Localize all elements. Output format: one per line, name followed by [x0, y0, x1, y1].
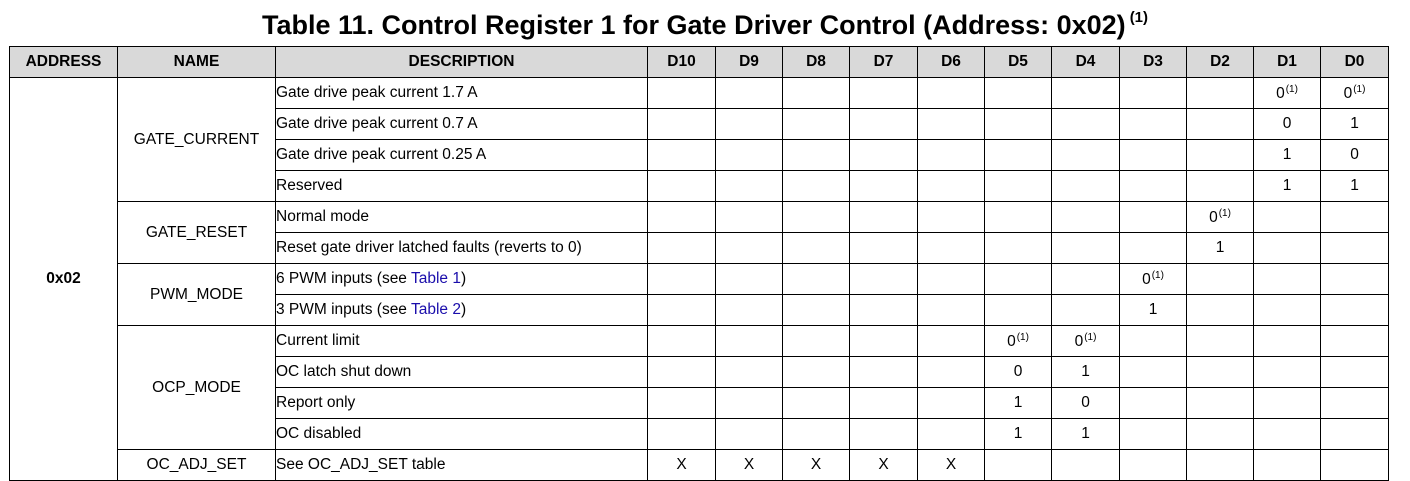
bit-cell-d6 — [918, 140, 985, 171]
bit-cell-d6 — [918, 357, 985, 388]
bit-cell-d0 — [1321, 109, 1389, 140]
bit-cell-d6 — [918, 171, 985, 202]
bit-cell-d5 — [985, 388, 1052, 419]
bit-cell-d10 — [648, 233, 716, 264]
bit-cell-d1 — [1254, 109, 1321, 140]
bit-cell-d1 — [1254, 388, 1321, 419]
bit-value: X — [945, 456, 957, 473]
bit-cell-d10 — [648, 202, 716, 233]
bit-cell-d0 — [1321, 357, 1389, 388]
bit-cell-d6 — [918, 295, 985, 326]
bit-cell-d10 — [648, 326, 716, 357]
bit-cell-d3 — [1120, 171, 1187, 202]
bit-value: X — [878, 456, 889, 473]
bit-cell-d7 — [850, 78, 918, 109]
footnote-mark: (1) — [1084, 331, 1097, 343]
bit-cell-d6 — [918, 326, 985, 357]
column-header-d6: D6 — [918, 47, 985, 78]
table-row — [10, 326, 1389, 357]
bit-cell-d3 — [1120, 295, 1187, 326]
bit-cell-d4 — [1052, 295, 1120, 326]
bit-cell-d9 — [716, 264, 783, 295]
bit-cell-d5 — [985, 233, 1052, 264]
bit-cell-d0 — [1321, 202, 1389, 233]
bit-cell-d3 — [1120, 202, 1187, 233]
bit-cell-d10 — [648, 264, 716, 295]
bit-cell-d7 — [850, 140, 918, 171]
column-header-d4: D4 — [1052, 47, 1120, 78]
bit-value: 1 — [1081, 363, 1090, 380]
bit-cell-d10 — [648, 357, 716, 388]
bit-cell-d8 — [783, 388, 850, 419]
column-header-d8: D8 — [783, 47, 850, 78]
header-row — [10, 47, 1389, 78]
bit-cell-d8 — [783, 202, 850, 233]
bit-cell-d6 — [918, 109, 985, 140]
table-title — [0, 0, 1410, 40]
bit-cell-d6 — [918, 233, 985, 264]
bit-cell-d2 — [1187, 357, 1254, 388]
bit-cell-d1 — [1254, 140, 1321, 171]
bit-cell-d0 — [1321, 140, 1389, 171]
bit-cell-d5 — [985, 357, 1052, 388]
bit-cell-d6 — [918, 450, 985, 481]
bit-cell-d2 — [1187, 388, 1254, 419]
bit-cell-d8 — [783, 140, 850, 171]
description-text: 6 PWM inputs (see — [276, 270, 411, 287]
column-header-d5: D5 — [985, 47, 1052, 78]
bit-value: 0 — [1142, 270, 1151, 288]
footnote-mark: (1) — [1151, 269, 1164, 281]
bit-cell-d9 — [716, 109, 783, 140]
bit-cell-d7 — [850, 109, 918, 140]
bit-cell-d3 — [1120, 419, 1187, 450]
bit-cell-d5 — [985, 450, 1052, 481]
bit-value: 1 — [1282, 146, 1292, 163]
bit-cell-d7 — [850, 357, 918, 388]
bit-value: 1 — [1350, 177, 1359, 194]
control-register-table — [9, 46, 1389, 481]
column-header-d1: D1 — [1254, 47, 1321, 78]
bit-cell-d2 — [1187, 202, 1254, 233]
column-header-d3: D3 — [1120, 47, 1187, 78]
bit-cell-d0 — [1321, 171, 1389, 202]
description-cell: See OC_ADJ_SET table — [276, 450, 648, 481]
footnote-mark: (1) — [1016, 331, 1029, 343]
bit-cell-d6 — [918, 78, 985, 109]
bit-value: 0 — [1074, 332, 1084, 350]
bit-cell-d9 — [716, 388, 783, 419]
bit-value: 1 — [1013, 394, 1023, 411]
bit-cell-d2 — [1187, 419, 1254, 450]
bit-cell-d6 — [918, 202, 985, 233]
bit-cell-d3 — [1120, 326, 1187, 357]
bit-cell-d5 — [985, 78, 1052, 109]
description-cell: Gate drive peak current 0.7 A — [276, 109, 648, 140]
bit-value: 1 — [1148, 301, 1158, 318]
table-row — [10, 264, 1389, 295]
bit-cell-d10 — [648, 388, 716, 419]
bit-cell-d4 — [1052, 171, 1120, 202]
bit-cell-d3 — [1120, 357, 1187, 388]
column-header-address: ADDRESS — [10, 47, 118, 78]
bit-cell-d4 — [1052, 140, 1120, 171]
bit-cell-d8 — [783, 357, 850, 388]
bit-cell-d10 — [648, 78, 716, 109]
bit-cell-d3 — [1120, 140, 1187, 171]
bit-cell-d3 — [1120, 450, 1187, 481]
bit-cell-d9 — [716, 357, 783, 388]
bit-cell-d8 — [783, 109, 850, 140]
bit-cell-d1 — [1254, 202, 1321, 233]
bit-cell-d8 — [783, 171, 850, 202]
bit-cell-d2 — [1187, 171, 1254, 202]
bit-cell-d5 — [985, 264, 1052, 295]
bit-value: X — [743, 456, 755, 473]
bit-cell-d2 — [1187, 78, 1254, 109]
table-title-text: Table 11. Control Register 1 for Gate Driver Control (Address: 0x02) — [261, 10, 1126, 40]
bit-cell-d1 — [1254, 264, 1321, 295]
bit-cell-d0 — [1321, 233, 1389, 264]
bit-cell-d7 — [850, 450, 918, 481]
table-row — [10, 78, 1389, 109]
footnote-mark: (1) — [1353, 83, 1366, 95]
bit-cell-d0 — [1321, 264, 1389, 295]
bit-value: 0 — [1343, 84, 1353, 102]
bit-cell-d10 — [648, 419, 716, 450]
bit-cell-d6 — [918, 388, 985, 419]
bit-value: 0 — [1350, 146, 1359, 163]
bit-cell-d6 — [918, 264, 985, 295]
bit-cell-d9 — [716, 295, 783, 326]
bit-cell-d9 — [716, 202, 783, 233]
bit-value: 1 — [1081, 425, 1090, 442]
bit-cell-d8 — [783, 419, 850, 450]
bit-cell-d4 — [1052, 419, 1120, 450]
field-name-cell: OCP_MODE — [118, 326, 276, 450]
bit-cell-d9 — [716, 450, 783, 481]
column-header-d7: D7 — [850, 47, 918, 78]
description-cell: OC disabled — [276, 419, 648, 450]
footnote-mark: (1) — [1218, 207, 1231, 219]
bit-cell-d3 — [1120, 109, 1187, 140]
bit-cell-d8 — [783, 326, 850, 357]
bit-cell-d3 — [1120, 233, 1187, 264]
bit-cell-d10 — [648, 450, 716, 481]
bit-cell-d5 — [985, 171, 1052, 202]
bit-value: 0 — [1007, 332, 1016, 350]
bit-cell-d4 — [1052, 202, 1120, 233]
description-text-end: ) — [460, 301, 467, 318]
field-name-cell: GATE_CURRENT — [118, 78, 276, 202]
bit-cell-d10 — [648, 109, 716, 140]
column-header-name: NAME — [118, 47, 276, 78]
bit-cell-d0 — [1321, 78, 1389, 109]
bit-cell-d1 — [1254, 357, 1321, 388]
bit-cell-d5 — [985, 419, 1052, 450]
bit-cell-d4 — [1052, 78, 1120, 109]
column-header-d9: D9 — [716, 47, 783, 78]
description-text: 3 PWM inputs (see — [276, 301, 411, 318]
bit-cell-d2 — [1187, 326, 1254, 357]
bit-cell-d2 — [1187, 295, 1254, 326]
table-row — [10, 202, 1389, 233]
description-cell: Reserved — [276, 171, 648, 202]
description-text-end: ) — [460, 270, 467, 287]
bit-cell-d10 — [648, 171, 716, 202]
table-reference-link[interactable]: Table 2 — [410, 301, 461, 318]
bit-cell-d10 — [648, 140, 716, 171]
bit-cell-d5 — [985, 326, 1052, 357]
description-cell: Gate drive peak current 1.7 A — [276, 78, 648, 109]
bit-cell-d1 — [1254, 450, 1321, 481]
bit-cell-d3 — [1120, 264, 1187, 295]
bit-cell-d1 — [1254, 78, 1321, 109]
bit-cell-d4 — [1052, 233, 1120, 264]
bit-cell-d5 — [985, 109, 1052, 140]
bit-value: 0 — [1081, 394, 1090, 411]
bit-value: 1 — [1282, 177, 1292, 194]
bit-cell-d9 — [716, 78, 783, 109]
bit-cell-d8 — [783, 78, 850, 109]
bit-cell-d0 — [1321, 326, 1389, 357]
bit-cell-d5 — [985, 140, 1052, 171]
description-cell — [276, 295, 648, 326]
table-title-footnote: (1) — [1129, 9, 1149, 26]
bit-cell-d9 — [716, 419, 783, 450]
description-cell — [276, 264, 648, 295]
description-cell: Normal mode — [276, 202, 648, 233]
bit-cell-d8 — [783, 264, 850, 295]
bit-cell-d4 — [1052, 326, 1120, 357]
bit-cell-d3 — [1120, 388, 1187, 419]
bit-value: 0 — [1282, 115, 1292, 132]
column-header-d2: D2 — [1187, 47, 1254, 78]
bit-value: 1 — [1013, 425, 1023, 442]
bit-value: X — [810, 456, 822, 473]
column-header-description: DESCRIPTION — [276, 47, 648, 78]
description-cell: Report only — [276, 388, 648, 419]
bit-cell-d4 — [1052, 357, 1120, 388]
bit-cell-d2 — [1187, 264, 1254, 295]
bit-value: X — [676, 456, 687, 473]
bit-cell-d0 — [1321, 419, 1389, 450]
bit-cell-d9 — [716, 171, 783, 202]
bit-cell-d4 — [1052, 388, 1120, 419]
bit-cell-d2 — [1187, 109, 1254, 140]
bit-value: 1 — [1350, 115, 1359, 132]
bit-cell-d9 — [716, 233, 783, 264]
bit-cell-d1 — [1254, 295, 1321, 326]
bit-cell-d9 — [716, 140, 783, 171]
bit-value: 0 — [1013, 363, 1023, 380]
bit-cell-d8 — [783, 295, 850, 326]
table-body — [10, 78, 1389, 481]
table-reference-link[interactable]: Table 1 — [410, 270, 461, 287]
bit-value: 0 — [1209, 208, 1218, 226]
table-row — [10, 450, 1389, 481]
bit-cell-d1 — [1254, 233, 1321, 264]
bit-value: 0 — [1276, 84, 1285, 102]
bit-cell-d1 — [1254, 419, 1321, 450]
bit-cell-d6 — [918, 419, 985, 450]
bit-cell-d0 — [1321, 388, 1389, 419]
footnote-mark: (1) — [1285, 83, 1298, 95]
bit-cell-d9 — [716, 326, 783, 357]
bit-value: 1 — [1215, 239, 1225, 256]
bit-cell-d3 — [1120, 78, 1187, 109]
bit-cell-d2 — [1187, 450, 1254, 481]
bit-cell-d2 — [1187, 233, 1254, 264]
field-name-cell: OC_ADJ_SET — [118, 450, 276, 481]
bit-cell-d7 — [850, 264, 918, 295]
bit-cell-d4 — [1052, 264, 1120, 295]
bit-cell-d4 — [1052, 450, 1120, 481]
bit-cell-d7 — [850, 419, 918, 450]
field-name-cell: PWM_MODE — [118, 264, 276, 326]
address-cell: 0x02 — [10, 78, 118, 481]
bit-cell-d0 — [1321, 295, 1389, 326]
bit-cell-d4 — [1052, 109, 1120, 140]
bit-cell-d8 — [783, 450, 850, 481]
bit-cell-d10 — [648, 295, 716, 326]
column-header-d10: D10 — [648, 47, 716, 78]
description-cell: Gate drive peak current 0.25 A — [276, 140, 648, 171]
field-name-cell: GATE_RESET — [118, 202, 276, 264]
bit-cell-d1 — [1254, 171, 1321, 202]
bit-cell-d1 — [1254, 326, 1321, 357]
bit-cell-d7 — [850, 233, 918, 264]
bit-cell-d7 — [850, 326, 918, 357]
bit-cell-d5 — [985, 202, 1052, 233]
bit-cell-d7 — [850, 171, 918, 202]
bit-cell-d7 — [850, 295, 918, 326]
bit-cell-d5 — [985, 295, 1052, 326]
bit-cell-d8 — [783, 233, 850, 264]
description-cell: Reset gate driver latched faults (reverts to 0) — [276, 233, 648, 264]
column-header-d0: D0 — [1321, 47, 1389, 78]
bit-cell-d0 — [1321, 450, 1389, 481]
bit-cell-d2 — [1187, 140, 1254, 171]
bit-cell-d7 — [850, 388, 918, 419]
description-cell: OC latch shut down — [276, 357, 648, 388]
bit-cell-d7 — [850, 202, 918, 233]
description-cell: Current limit — [276, 326, 648, 357]
